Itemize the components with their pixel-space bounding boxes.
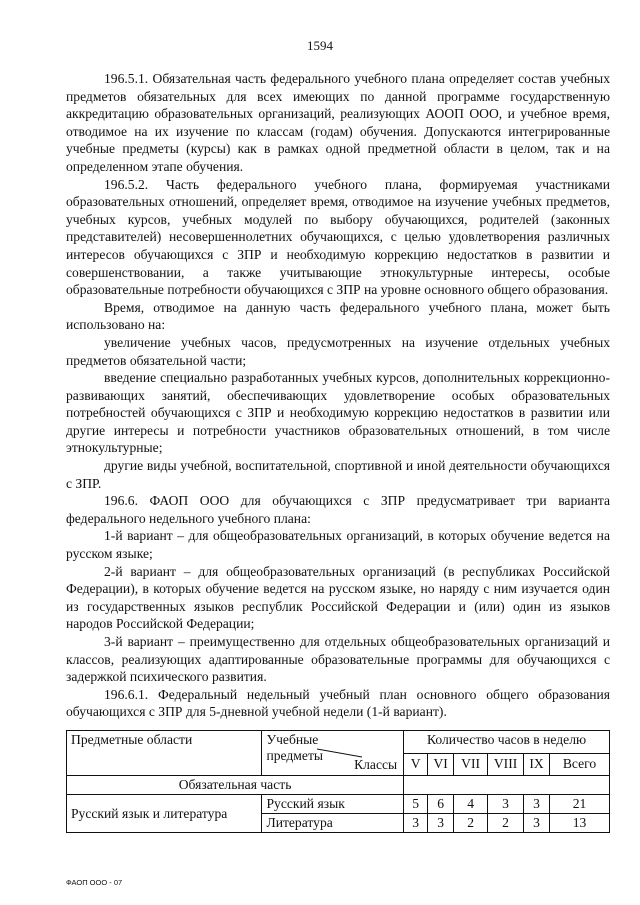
grade-header: V <box>404 753 428 776</box>
page-number: 1594 <box>307 38 333 53</box>
hours-cell: 3 <box>428 814 454 833</box>
hours-cell: 3 <box>404 814 428 833</box>
hours-cell: 2 <box>454 814 488 833</box>
paragraph: 196.5.2. Часть федерального учебного плана, формируемая участниками образовательных отношений, определяет время, отводимое на изучение учебных предметов, учебных курсов, учебных модулей по выбору обучающихся, родителей (законных представителей) несовершеннолетних обучающихся, с целью удовлетворения различных интересов обучающихся с ЗПР и необходимую коррекцию недостатков в развитии и совершенствовании, а также учитывающие этнокультурные интересы, особые образовательные потребности обучающихся с ЗПР на уровне основного общего образования. <box>66 176 610 298</box>
hours-total: 21 <box>550 795 610 814</box>
subject-area: Русский язык и литература <box>67 795 262 833</box>
grade-header-total: Всего <box>550 753 610 776</box>
document-body <box>66 70 610 721</box>
paragraph: Время, отводимое на данную часть федерального учебного плана, может быть использовано на: <box>66 299 610 333</box>
grade-header: VIII <box>488 753 524 776</box>
paragraph: 3-й вариант – преимущественно для отдельных общеобразовательных организаций и классов, реализующих адаптированные образовательные программы для обучающихся с задержкой психического развития. <box>66 634 610 685</box>
header-hours-per-week: Количество часов в неделю <box>404 731 610 754</box>
hours-cell: 3 <box>524 814 550 833</box>
paragraph: 196.5.1. Обязательная часть федерального учебного плана определяет состав учебных предметов обязательных для всех имеющих по данной программе государственную аккредитацию образовательных организаций, реализующих АООП ООО, и учебное время, отводимое на их изучение по классам (годам) обучения. Допускаются интегрированные учебные предметы (курсы) как в рамках одной предметной области в целом, так и на определенном этапе обучения. <box>66 71 610 174</box>
paragraph: 2-й вариант – для общеобразовательных организаций (в республиках Российской Федерации), в которых обучение ведется на русском языке, но наряду с ним изучается один из государственных языков республик Российской Федерации и (или) один из языков народов Российской Федерации; <box>66 563 610 632</box>
curriculum-table <box>66 730 610 833</box>
paragraph: увеличение учебных часов, предусмотренных на изучение отдельных учебных предметов обязательной части; <box>66 334 610 368</box>
grade-header: VII <box>454 753 488 776</box>
hours-cell: 2 <box>488 814 524 833</box>
grade-header: IX <box>524 753 550 776</box>
hours-total: 13 <box>550 814 610 833</box>
paragraph: 196.6. ФАОП ООО для обучающихся с ЗПР предусматривает три варианта федерального недельного учебного плана: <box>66 493 610 526</box>
table-section-row <box>67 776 610 795</box>
hours-cell: 4 <box>454 795 488 814</box>
paragraph: 1-й вариант – для общеобразовательных организаций, в которых обучение ведется на русском языке; <box>66 528 610 562</box>
table-header-row <box>67 731 610 754</box>
grade-header: VI <box>428 753 454 776</box>
hours-cell: 3 <box>488 795 524 814</box>
paragraph: другие виды учебной, воспитательной, спортивной и иной деятельности обучающихся с ЗПР. <box>66 458 610 491</box>
table-row <box>67 795 610 814</box>
header-subjects-classes <box>262 731 404 776</box>
header-classes: Классы <box>354 757 398 772</box>
subject-name: Литература <box>262 814 404 833</box>
paragraph: введение специально разработанных учебных курсов, дополнительных коррекционно-развивающих занятий, обеспечивающих удовлетворение особых образовательных потребностей обучающихся с ЗПР и необходимую коррекцию недостатков в развитии или другие интересы и потребности участников образовательных отношений, в том числе этнокультурные; <box>66 370 610 456</box>
hours-cell: 5 <box>404 795 428 814</box>
hours-cell: 6 <box>428 795 454 814</box>
hours-cell: 3 <box>524 795 550 814</box>
document-footer: ФАОП ООО - 07 <box>66 878 123 887</box>
paragraph: 196.6.1. Федеральный недельный учебный план основного общего образования обучающихся с ЗПР для 5-дневной учебной недели (1-й вариант). <box>66 686 610 720</box>
header-subjects: Учебные предметы <box>266 732 324 763</box>
header-subject-areas: Предметные области <box>67 731 262 776</box>
subject-name: Русский язык <box>262 795 404 814</box>
section-title: Обязательная часть <box>67 776 404 795</box>
